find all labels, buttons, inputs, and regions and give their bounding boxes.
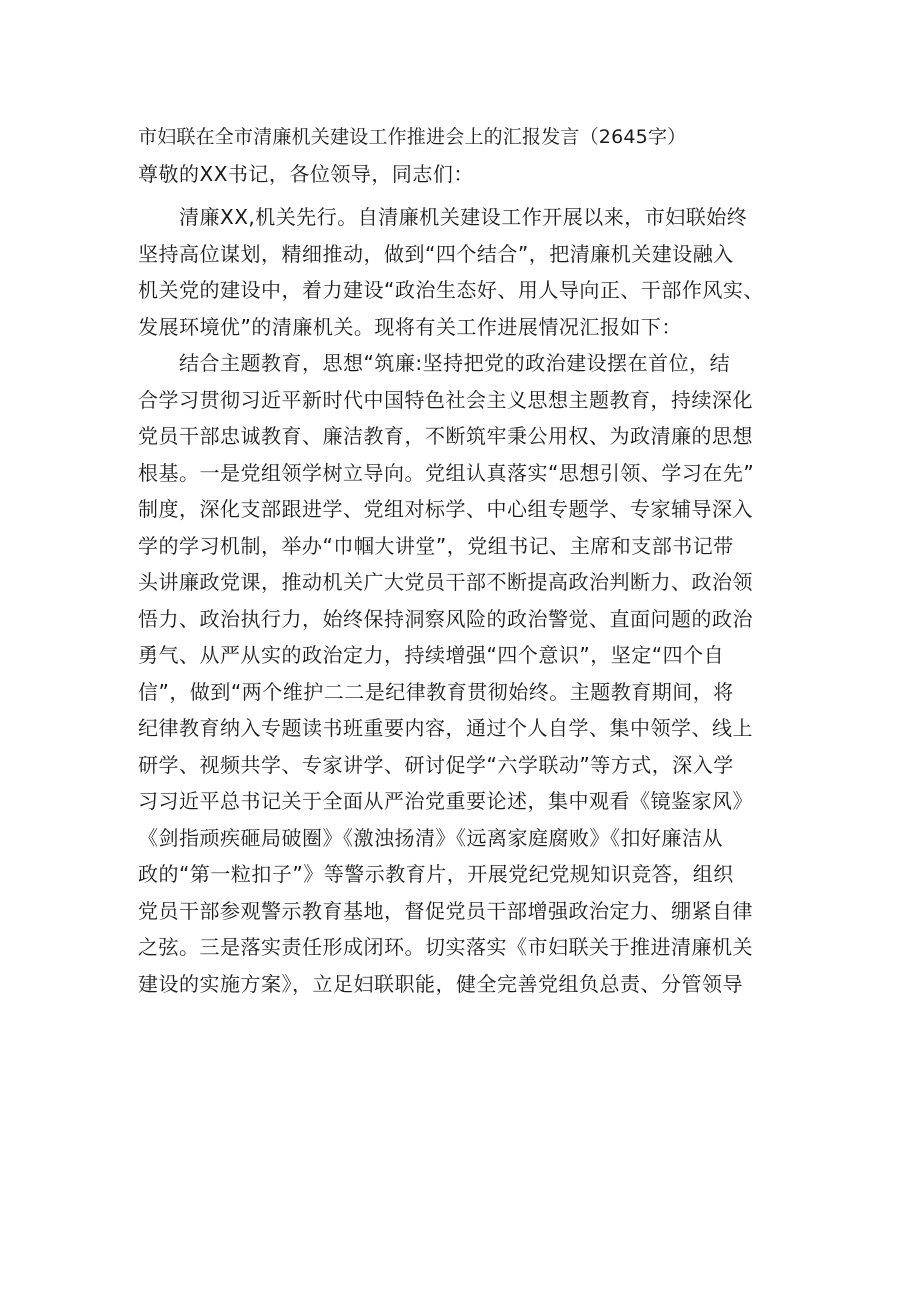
text-line: 坚持高位谋划，精细推动，做到“四个结合”，把清廉机关建设融入 bbox=[138, 241, 734, 266]
text-line: 学的学习机制，举办“巾帼大讲堂”，党组书记、主席和支部书记带 bbox=[138, 533, 734, 558]
text-line: 建设的实施方案》，立足妇联职能，健全完善党组负总责、分管领导 bbox=[138, 971, 743, 996]
text-line: 党员干部参观警示教育基地，督促党员干部增强政治定力、绷紧自律 bbox=[138, 898, 753, 923]
text-line: 之弦。三是落实责任形成闭环。切实落实《市妇联关于推进清廉机关 bbox=[138, 935, 753, 959]
text-line: 纪律教育纳入专题读书班重要内容，通过个人自学、集中领学、线上 bbox=[138, 716, 753, 740]
text-line: 制度，深化支部跟进学、党组对标学、中心组专题学、专家辅导深入 bbox=[138, 497, 753, 521]
text-line: 研学、视频共学、专家讲学、研讨促学“六学联动”等方式，深入学 bbox=[138, 752, 734, 777]
text-line: 习习近平总书记关于全面从严治党重要论述，集中观看《镜鉴家风》 bbox=[138, 789, 753, 813]
text-line: 《剑指顽疾砸局破圈》《激浊扬清》《远离家庭腐败》《扣好廉洁从 bbox=[138, 825, 723, 850]
paragraph-gap bbox=[138, 192, 798, 199]
text-line: 合学习贯彻习近平新时代中国特色社会主义思想主题教育，持续深化 bbox=[138, 387, 753, 412]
text-line: 发展环境优”的清廉机关。现将有关工作进展情况汇报如下： bbox=[138, 314, 682, 339]
salutation: 尊敬的XX书记，各位领导，同志们： bbox=[138, 161, 474, 186]
text-line: 结合主题教育，思想“筑廉:坚持把党的政治建设摆在首位，结 bbox=[138, 351, 731, 375]
text-line: 悟力、政治执行力，始终保持洞察风险的政治警觉、直面问题的政治 bbox=[138, 606, 753, 631]
text-line: 机关党的建设中，着力建设“政治生态好、用人导向正、干部作风实、 bbox=[138, 278, 764, 302]
text-line: 党员干部忠诚教育、廉洁教育，不断筑牢秉公用权、为政清廉的思想 bbox=[138, 424, 753, 448]
text-line: 勇气、从严从实的政治定力，持续增强“四个意识”，坚定“四个自 bbox=[138, 643, 725, 667]
text-line: 根基。一是党组领学树立导向。党组认真落实“思想引领、学习在先” bbox=[138, 460, 755, 485]
document-body bbox=[138, 119, 798, 1002]
document-title: 市妇联在全市清廉机关建设工作推进会上的汇报发言（2645字） bbox=[138, 126, 687, 148]
text-line: 清廉XX,机关先行。自清廉机关建设工作开展以来，市妇联始终 bbox=[138, 205, 748, 229]
text-line: 政的“第一粒扣子”》等警示教育片，开展党纪党规知识竞答，组织 bbox=[138, 862, 734, 886]
text-line: 信”，做到“两个维护二二是纪律教育贯彻始终。主题教育期间，将 bbox=[138, 679, 734, 704]
text-line: 头讲廉政党课，推动机关广大党员干部不断提高政治判断力、政治领 bbox=[138, 570, 753, 594]
